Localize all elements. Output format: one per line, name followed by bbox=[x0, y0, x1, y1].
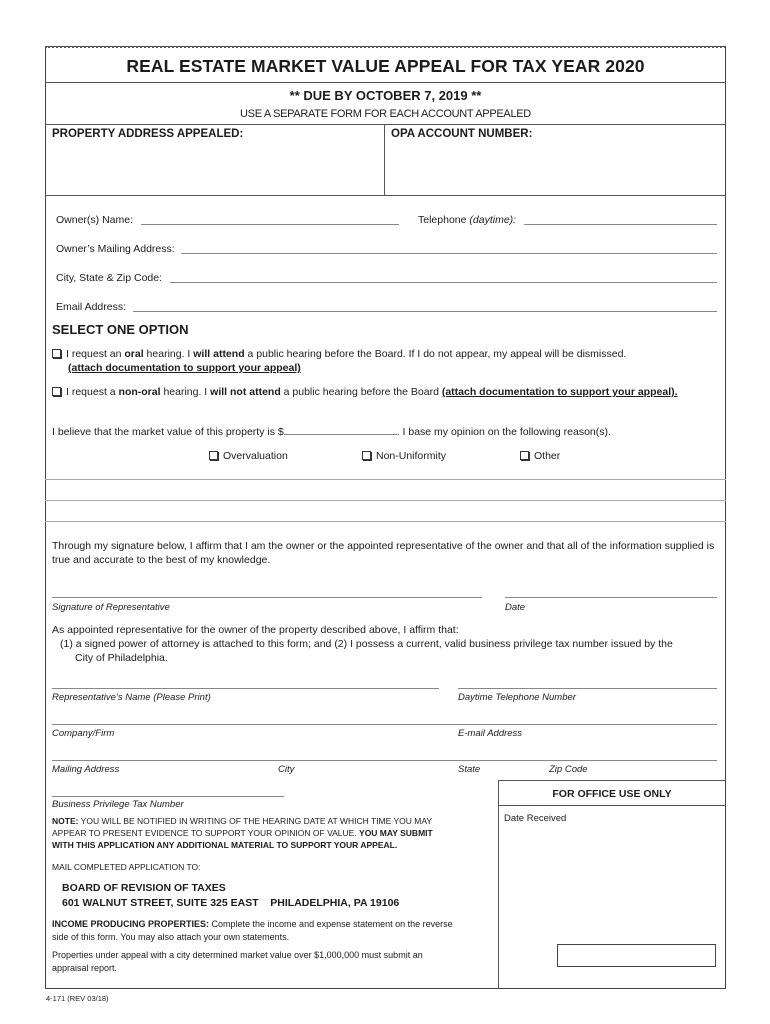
form-title: REAL ESTATE MARKET VALUE APPEAL FOR TAX YEAR 2020 bbox=[126, 56, 645, 76]
reason-non-uniformity[interactable]: Non-Uniformity bbox=[362, 450, 446, 462]
board-address: BOARD OF REVISION OF TAXES 601 WALNUT STREET, SUITE 325 EAST PHILADELPHIA, PA 19106 bbox=[62, 882, 400, 909]
rep-name-field[interactable] bbox=[52, 688, 439, 689]
rep-items-continued: City of Philadelphia. bbox=[75, 652, 168, 664]
rep-email-label: E-mail Address bbox=[458, 728, 523, 739]
email-label: Email Address: bbox=[56, 301, 127, 313]
mailing-address-field[interactable] bbox=[181, 253, 717, 254]
date-label: Date bbox=[505, 602, 526, 613]
telephone-qualifier: (daytime): bbox=[469, 214, 517, 226]
rep-name-label: Representative’s Name (Please Print) bbox=[52, 692, 211, 703]
office-use-heading: FOR OFFICE USE ONLY bbox=[552, 788, 672, 800]
note-text: NOTE: YOU WILL BE NOTIFIED IN WRITING OF THE HEARING DATE AT WHICH TIME YOU MAY APPEAR TO PRESENT EVIDENCE TO SUPPORT YOUR OPINION OF VALUE. YOU MAY SUBMIT WITH THIS APPLICATION ANY ADDITIONAL MATERIAL TO SUPPORT YOUR APPEAL. bbox=[52, 816, 433, 850]
income-producing-note: INCOME PRODUCING PROPERTIES: Complete the income and expense statement on the reverse side of this form. You may also attach your own statements. bbox=[52, 919, 453, 942]
telephone-field[interactable] bbox=[524, 224, 717, 225]
reason-line[interactable] bbox=[45, 521, 726, 522]
non-oral-hearing-option: I request a non-oral hearing. I will not attend a public hearing before the Board (attach documentation to support your appeal). bbox=[52, 385, 732, 399]
rep-mailing-label: Mailing Address bbox=[52, 764, 120, 775]
company-email-field[interactable] bbox=[52, 724, 717, 725]
market-value-field[interactable] bbox=[284, 424, 397, 435]
company-label: Company/Firm bbox=[52, 728, 115, 739]
appraisal-note: Properties under appeal with a city determined market value over $1,000,000 must submit an appraisal report. bbox=[52, 950, 423, 973]
mailing-address-label: Owner’s Mailing Address: bbox=[56, 243, 175, 255]
signature-field[interactable] bbox=[52, 597, 482, 598]
rep-phone-label: Daytime Telephone Number bbox=[458, 692, 576, 703]
rep-city-label: City bbox=[278, 764, 295, 775]
due-date: ** DUE BY OCTOBER 7, 2019 ** bbox=[289, 88, 482, 103]
city-state-zip-field[interactable] bbox=[170, 282, 717, 283]
divider bbox=[45, 124, 726, 125]
oral-hearing-checkbox[interactable] bbox=[52, 349, 61, 358]
rep-intro: As appointed representative for the owner of the property described above, I affirm that: bbox=[52, 624, 459, 636]
date-field[interactable] bbox=[505, 597, 717, 598]
overvaluation-checkbox[interactable] bbox=[209, 451, 218, 460]
market-value-statement: I believe that the market value of this property is $ . I base my opinion on the following reason(s). bbox=[52, 426, 611, 438]
reason-other[interactable]: Other bbox=[520, 450, 560, 462]
owners-name-field[interactable] bbox=[141, 224, 399, 225]
form-number: 4-171 (REV 03/18) bbox=[46, 994, 109, 1003]
telephone-label: Telephone bbox=[418, 214, 467, 226]
reason-line[interactable] bbox=[45, 500, 726, 501]
attach-documentation-note: (attach documentation to support your appeal). bbox=[441, 386, 678, 398]
rep-address-field[interactable] bbox=[52, 760, 717, 761]
bpt-number-field[interactable] bbox=[52, 796, 284, 797]
reason-overvaluation[interactable]: Overvaluation bbox=[209, 450, 288, 462]
office-stamp-box bbox=[557, 944, 716, 967]
divider bbox=[384, 124, 385, 195]
email-field[interactable] bbox=[133, 311, 717, 312]
city-state-zip-label: City, State & Zip Code: bbox=[56, 272, 163, 284]
rep-state-label: State bbox=[458, 764, 481, 775]
rep-zip-label: Zip Code bbox=[549, 764, 588, 775]
non-oral-hearing-checkbox[interactable] bbox=[52, 387, 61, 396]
divider bbox=[45, 82, 726, 83]
bpt-label: Business Privilege Tax Number bbox=[52, 799, 184, 810]
separate-form-note: USE A SEPARATE FORM FOR EACH ACCOUNT APPEALED bbox=[240, 108, 531, 120]
reason-line[interactable] bbox=[45, 479, 726, 480]
other-checkbox[interactable] bbox=[520, 451, 529, 460]
non-uniformity-checkbox[interactable] bbox=[362, 451, 371, 460]
select-option-heading: SELECT ONE OPTION bbox=[52, 322, 189, 337]
oral-hearing-option: I request an oral hearing. I will attend a public hearing before the Board. If I do not appear, my appeal will be dismissed. (attach documentation to support your appeal) bbox=[52, 347, 722, 375]
owners-name-label: Owner(s) Name: bbox=[56, 214, 134, 226]
property-address-field[interactable] bbox=[52, 143, 378, 193]
signature-label: Signature of Representative bbox=[52, 602, 170, 613]
mail-to-label: MAIL COMPLETED APPLICATION TO: bbox=[52, 862, 201, 872]
affirmation-text: Through my signature below, I affirm that I am the owner or the appointed representative of the owner and that all of the information supplied is true and accurate to the best of my knowledge. bbox=[52, 540, 715, 566]
date-received-label: Date Received bbox=[504, 813, 567, 824]
property-address-header: PROPERTY ADDRESS APPEALED: bbox=[52, 128, 244, 140]
form-top-border bbox=[45, 46, 726, 50]
attach-documentation-note: (attach documentation to support your appeal) bbox=[68, 362, 301, 374]
rep-items: (1) a signed power of attorney is attached to this form; and (2) I possess a current, valid business privilege tax number issued by the bbox=[60, 638, 673, 650]
opa-account-header: OPA ACCOUNT NUMBER: bbox=[391, 128, 533, 140]
rep-phone-field[interactable] bbox=[458, 688, 717, 689]
opa-account-field[interactable] bbox=[391, 143, 721, 193]
divider bbox=[45, 195, 726, 196]
divider bbox=[498, 805, 726, 806]
